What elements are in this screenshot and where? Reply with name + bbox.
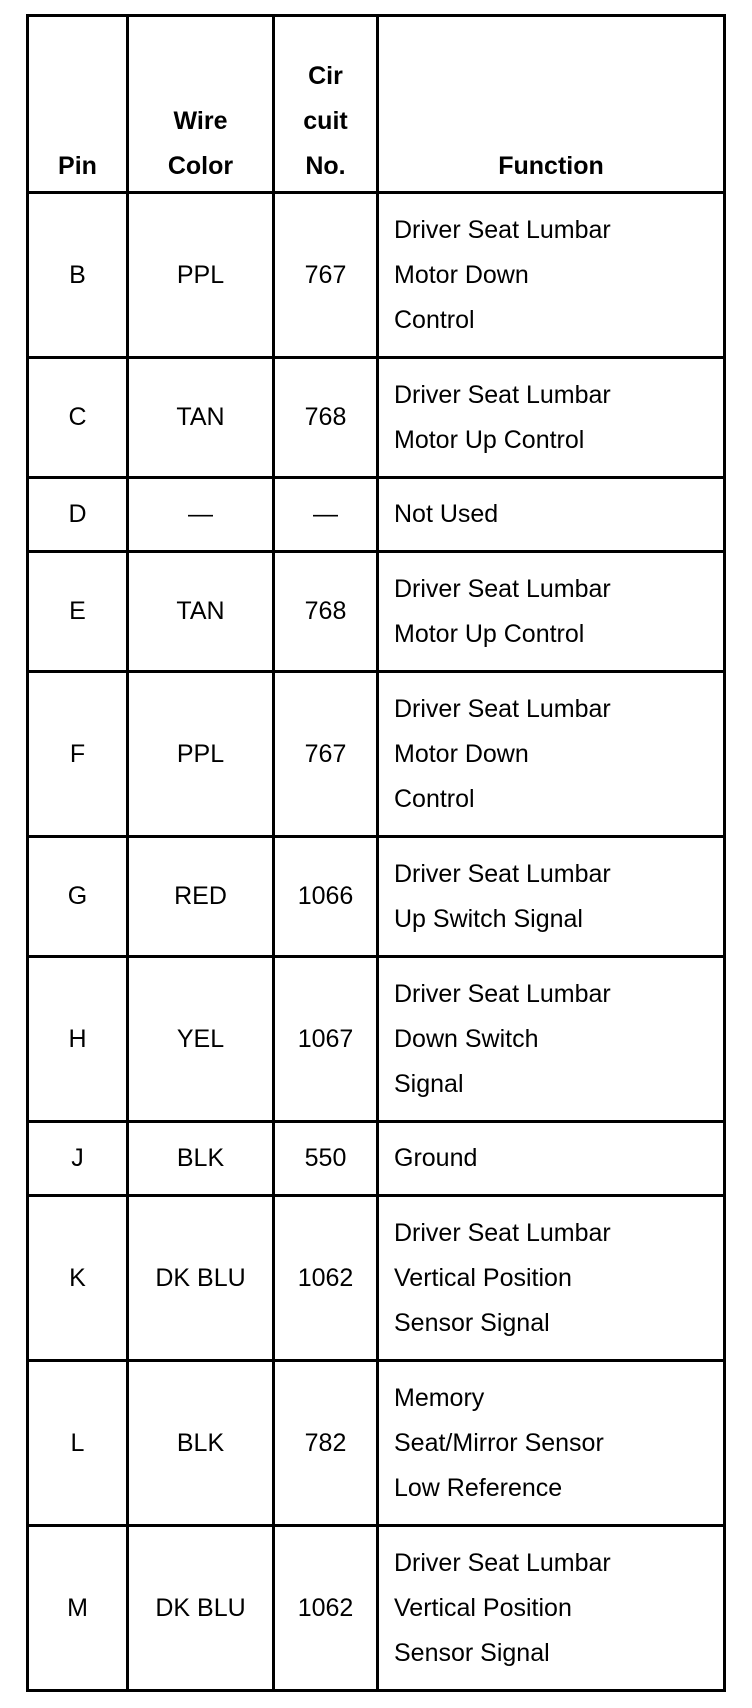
header-function: Function	[378, 16, 725, 193]
wire-color-cell: DK BLU	[128, 1526, 274, 1691]
wire-color-cell: —	[128, 478, 274, 552]
pin-cell: E	[28, 552, 128, 672]
circuit-cell: 767	[274, 193, 378, 358]
pin-cell: J	[28, 1122, 128, 1196]
pin-cell: D	[28, 478, 128, 552]
wire-color-cell: TAN	[128, 552, 274, 672]
pin-cell: G	[28, 837, 128, 957]
circuit-cell: 1067	[274, 957, 378, 1122]
header-wire-color: Wire Color	[128, 16, 274, 193]
header-row	[28, 16, 725, 193]
wire-color-cell: BLK	[128, 1361, 274, 1526]
table-row	[28, 1526, 725, 1691]
circuit-cell: 782	[274, 1361, 378, 1526]
pin-cell: M	[28, 1526, 128, 1691]
function-cell: Driver Seat Lumbar Vertical Position Sensor Signal	[378, 1196, 725, 1361]
header-pin: Pin	[28, 16, 128, 193]
pin-cell: F	[28, 672, 128, 837]
table-row	[28, 478, 725, 552]
table-row	[28, 1196, 725, 1361]
pin-cell: K	[28, 1196, 128, 1361]
pin-cell: H	[28, 957, 128, 1122]
function-cell: Not Used	[378, 478, 725, 552]
function-cell: Memory Seat/Mirror Sensor Low Reference	[378, 1361, 725, 1526]
table-row	[28, 193, 725, 358]
wire-color-cell: RED	[128, 837, 274, 957]
wire-color-cell: BLK	[128, 1122, 274, 1196]
circuit-cell: 768	[274, 552, 378, 672]
function-cell: Driver Seat Lumbar Motor Up Control	[378, 358, 725, 478]
circuit-cell: 767	[274, 672, 378, 837]
function-cell: Driver Seat Lumbar Motor Down Control	[378, 672, 725, 837]
circuit-cell: —	[274, 478, 378, 552]
connector-pin-table	[26, 14, 726, 1692]
circuit-cell: 550	[274, 1122, 378, 1196]
circuit-cell: 768	[274, 358, 378, 478]
function-cell: Driver Seat Lumbar Up Switch Signal	[378, 837, 725, 957]
wire-color-cell: DK BLU	[128, 1196, 274, 1361]
function-cell: Driver Seat Lumbar Down Switch Signal	[378, 957, 725, 1122]
pin-cell: C	[28, 358, 128, 478]
table-row	[28, 1122, 725, 1196]
table-row	[28, 552, 725, 672]
header-circuit-no: Cir cuit No.	[274, 16, 378, 193]
table-row	[28, 358, 725, 478]
circuit-cell: 1066	[274, 837, 378, 957]
wire-color-cell: PPL	[128, 193, 274, 358]
table-row	[28, 957, 725, 1122]
pin-cell: L	[28, 1361, 128, 1526]
function-cell: Driver Seat Lumbar Motor Up Control	[378, 552, 725, 672]
table-row	[28, 672, 725, 837]
circuit-cell: 1062	[274, 1196, 378, 1361]
function-cell: Driver Seat Lumbar Vertical Position Sensor Signal	[378, 1526, 725, 1691]
circuit-cell: 1062	[274, 1526, 378, 1691]
function-cell: Ground	[378, 1122, 725, 1196]
table-row	[28, 837, 725, 957]
wire-color-cell: PPL	[128, 672, 274, 837]
pin-cell: B	[28, 193, 128, 358]
wire-color-cell: TAN	[128, 358, 274, 478]
wire-color-cell: YEL	[128, 957, 274, 1122]
function-cell: Driver Seat Lumbar Motor Down Control	[378, 193, 725, 358]
table-row	[28, 1361, 725, 1526]
